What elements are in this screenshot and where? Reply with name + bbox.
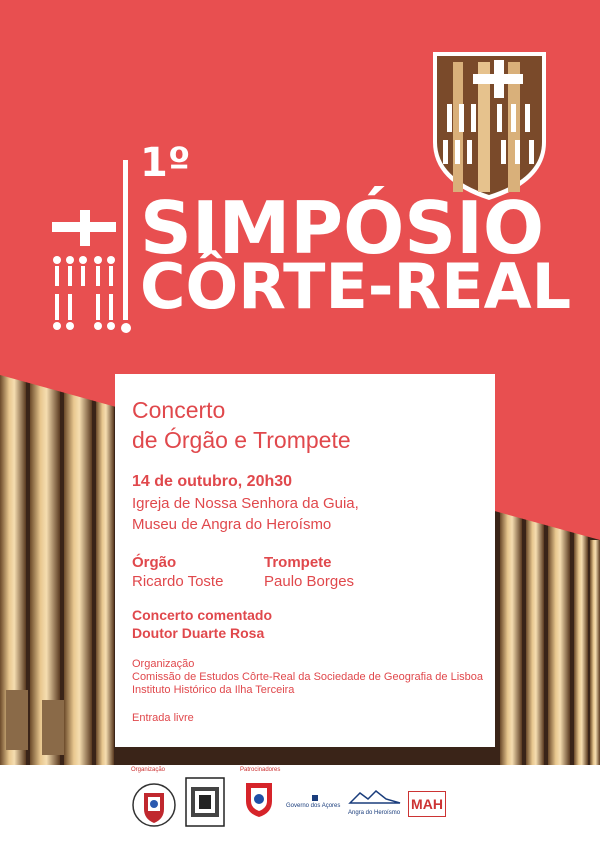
footer-organization-label: Organização: [131, 767, 166, 773]
instituto-historico-logo: [185, 777, 225, 827]
ordinal-number: 1º: [140, 140, 191, 186]
mah-logo: [408, 791, 446, 817]
commented-label: Concerto comentado: [132, 607, 273, 623]
sociedade-geografia-logo: [132, 777, 176, 833]
organization-label: Organização: [132, 658, 195, 670]
venue-line-1: Igreja de Nossa Senhora da Guia,: [132, 495, 359, 512]
governo-acores-text: Governo dos Açores: [286, 803, 341, 809]
concert-date: 14 de outubro, 20h30: [132, 473, 293, 490]
trumpet-player: Paulo Borges: [264, 573, 355, 590]
organization-line-1: Comissão de Estudos Côrte-Real da Sociedade de Geografia de Lisboa: [132, 671, 483, 683]
cross-emblem-icon: [52, 210, 116, 335]
title-corte-real: CÔRTE-REAL: [140, 250, 572, 323]
coat-of-arms-icon: [433, 52, 546, 200]
concert-info-box: [115, 374, 495, 747]
organ-label: Órgão: [132, 554, 177, 571]
title-simposio: SIMPÓSIO: [140, 186, 545, 270]
trumpet-label: Trompete: [264, 554, 332, 571]
commented-by: Doutor Duarte Rosa: [132, 625, 265, 641]
entry-free: Entrada livre: [132, 712, 194, 724]
angra-heroismo-text: Angra do Heroísmo: [348, 810, 401, 816]
mah-text: MAH: [411, 796, 443, 812]
angra-heroismo-logo: [348, 787, 408, 816]
acores-coat-of-arms-logo: [242, 779, 276, 819]
concert-heading-1: Concerto: [132, 397, 226, 423]
venue-line-2: Museu de Angra do Heroísmo: [132, 516, 332, 533]
organization-line-2: Instituto Histórico da Ilha Terceira: [132, 684, 295, 696]
ordinal-bar: [123, 160, 128, 320]
governo-acores-logo: [286, 795, 346, 809]
angra-skyline-icon: [348, 787, 402, 805]
footer-logos: [0, 765, 600, 849]
footer-sponsors-label: Patrocinadores: [240, 767, 281, 773]
ordinal-dot: [121, 323, 131, 333]
organ-player: Ricardo Toste: [132, 573, 224, 590]
concert-heading-2: de Órgão e Trompete: [132, 427, 351, 453]
